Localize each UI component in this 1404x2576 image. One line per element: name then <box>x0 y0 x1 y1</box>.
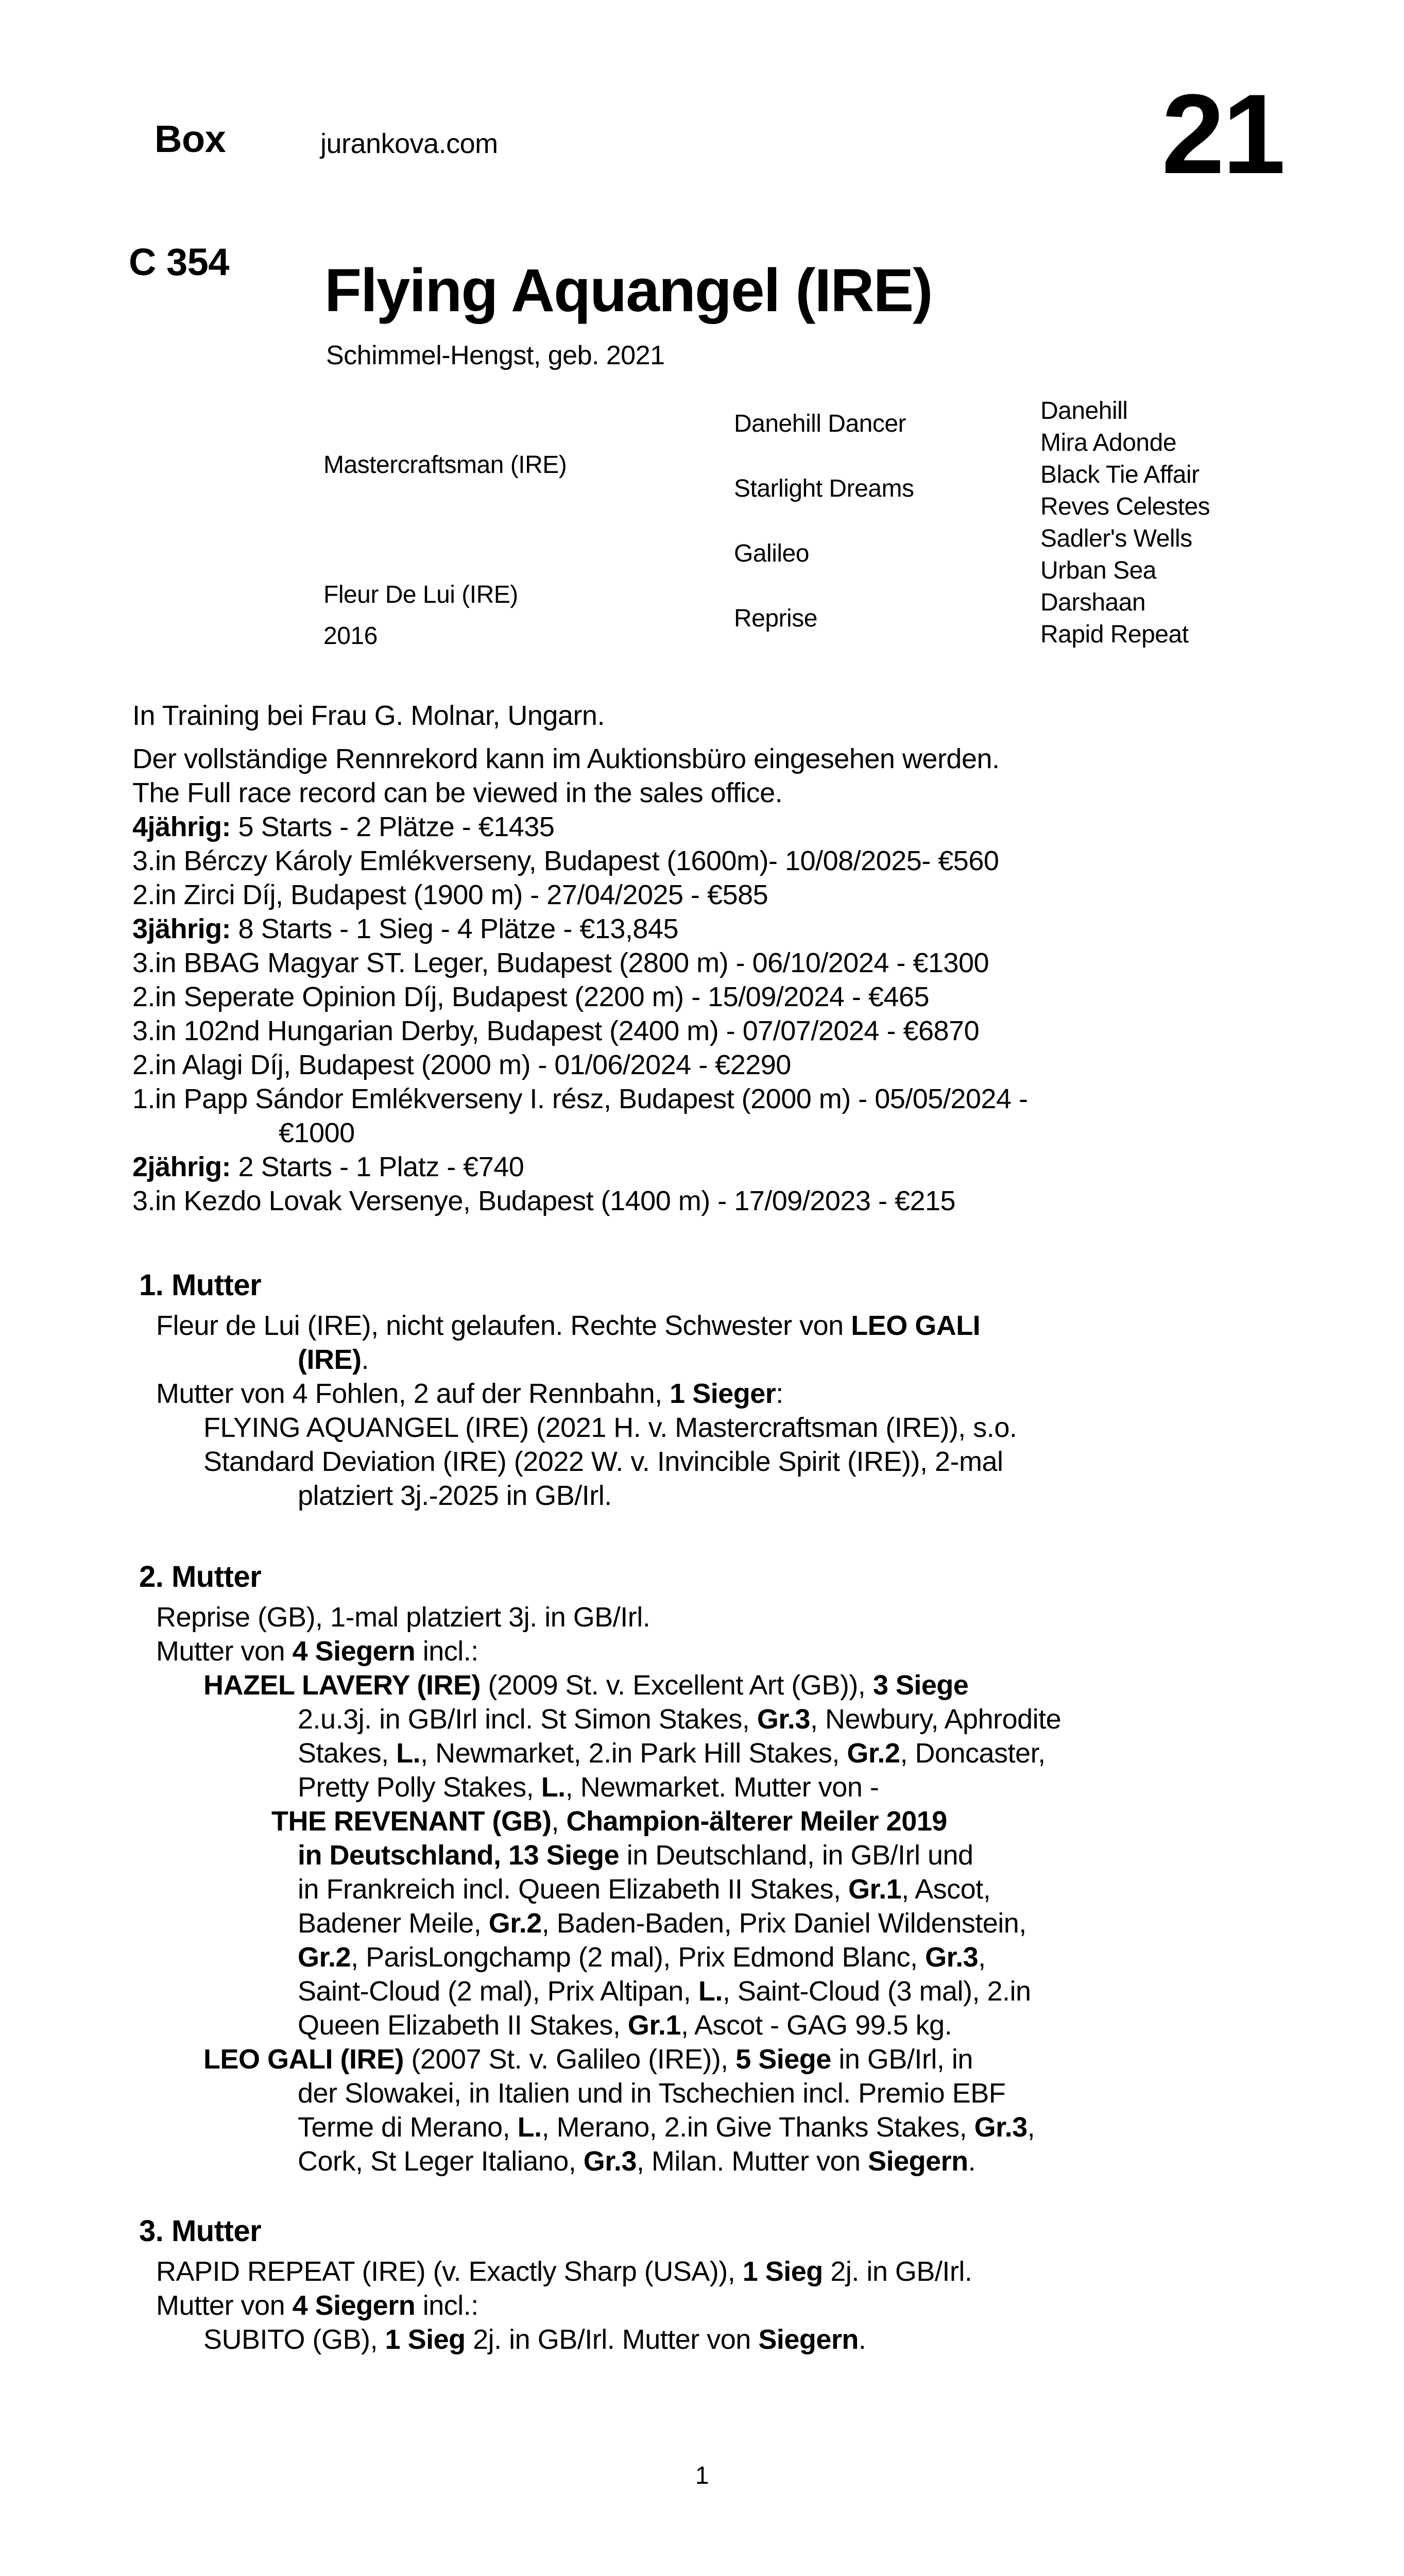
section-second-dam <box>139 1560 1344 2178</box>
plain-text: 2.in Seperate Opinion Díj, Budapest (2200 m) - 15/09/2024 - €465 <box>132 981 929 1012</box>
bold-text: Gr.2 <box>488 1908 542 1939</box>
bold-text: L. <box>517 2112 542 2143</box>
text-line <box>156 2144 1344 2178</box>
plain-text: 2.u.3j. in GB/Irl incl. St Simon Stakes, <box>298 1704 757 1735</box>
plain-text: 3.in Kezdo Lovak Versenye, Budapest (1400 m) - 17/09/2023 - €215 <box>132 1185 956 1216</box>
bold-text: in Deutschland, 13 Siege <box>298 1840 620 1871</box>
bold-text: 1 Sieg <box>385 2324 466 2355</box>
pedigree-parents-column <box>323 389 725 662</box>
pedigree-greatgrandparents-column <box>1040 395 1355 651</box>
plain-text: Terme di Merano, <box>298 2112 518 2143</box>
training-note: In Training bei Frau G. Molnar, Ungarn. <box>132 700 605 731</box>
plain-text: , Ascot, <box>901 1874 991 1905</box>
bold-text: 4 Siegern <box>292 2290 416 2321</box>
great-grandparent-name: Danehill <box>1040 397 1128 425</box>
bold-text: Gr.1 <box>627 2010 681 2041</box>
plain-text: , ParisLongchamp (2 mal), Prix Edmond Blanc, <box>351 1942 926 1973</box>
bold-text: 5 Siege <box>735 2044 831 2075</box>
bold-text: Siegern <box>758 2324 859 2355</box>
bold-text: L. <box>698 1976 723 2007</box>
great-grandparent-name: Darshaan <box>1040 589 1146 616</box>
plain-text: FLYING AQUANGEL (IRE) (2021 H. v. Mastercraftsman (IRE)), s.o. <box>203 1412 1017 1443</box>
grandparent-name: Reprise <box>734 605 817 632</box>
grandparent-name: Danehill Dancer <box>734 410 906 437</box>
plain-text: (2009 St. v. Excellent Art (GB)), <box>481 1670 873 1701</box>
great-grandparent-name: Black Tie Affair <box>1040 461 1200 488</box>
bold-text: 3jährig: <box>132 913 231 944</box>
plain-text: Mutter von 4 Fohlen, 2 auf der Rennbahn, <box>156 1378 670 1409</box>
text-line <box>132 776 1348 810</box>
text-line <box>156 1634 1344 1668</box>
great-grandparent-name: Reves Celestes <box>1040 493 1210 520</box>
text-line <box>156 1377 1344 1411</box>
text-line <box>156 1906 1344 1940</box>
text-line <box>156 1702 1344 1736</box>
text-line <box>156 1736 1344 1770</box>
text-line <box>132 1150 1348 1184</box>
text-line <box>156 2255 1344 2289</box>
plain-text: 2j. in GB/Irl. <box>823 2256 972 2287</box>
section-first-dam <box>139 1268 1344 1513</box>
bold-text: L. <box>396 1738 421 1769</box>
plain-text: , Milan. Mutter von <box>636 2146 868 2177</box>
bold-text: Siegern <box>868 2146 968 2177</box>
text-line <box>156 2042 1344 2076</box>
text-line <box>156 1600 1344 1634</box>
bold-text: 1 Sieger <box>670 1378 776 1409</box>
plain-text: 1.in Papp Sándor Emlékverseny I. rész, Budapest (2000 m) - 05/05/2024 - <box>132 1083 1028 1114</box>
plain-text: Stakes, <box>298 1738 397 1769</box>
plain-text: . <box>858 2324 866 2355</box>
text-line <box>156 1668 1344 1702</box>
bold-text: LEO GALI (IRE) <box>203 2044 404 2075</box>
plain-text: incl.: <box>415 2290 478 2321</box>
text-line <box>132 1116 1348 1150</box>
plain-text: Mutter von <box>156 2290 293 2321</box>
plain-text: Queen Elizabeth II Stakes, <box>298 2010 628 2041</box>
plain-text: . <box>361 1344 369 1375</box>
text-line <box>156 1343 1344 1377</box>
bold-text: Gr.3 <box>583 2146 637 2177</box>
plain-text: in Frankreich incl. Queen Elizabeth II Stakes, <box>298 1874 849 1905</box>
text-line <box>156 1309 1344 1343</box>
grandparent-name: Galileo <box>734 540 809 567</box>
bold-text: LEO GALI <box>851 1310 981 1341</box>
page-number: 1 <box>695 2462 709 2489</box>
plain-text: . <box>968 2146 976 2177</box>
plain-text: Reprise (GB), 1-mal platziert 3j. in GB/Irl. <box>156 1602 650 1633</box>
plain-text: Cork, St Leger Italiano, <box>298 2146 584 2177</box>
plain-text: 2.in Alagi Díj, Budapest (2000 m) - 01/06/2024 - €2290 <box>132 1049 791 1080</box>
plain-text: 2j. in GB/Irl. Mutter von <box>465 2324 759 2355</box>
plain-text: 2 Starts - 1 Platz - €740 <box>231 1151 524 1182</box>
bold-text: 4 Siegern <box>292 1636 416 1667</box>
plain-text: 2.in Zirci Díj, Budapest (1900 m) - 27/04/2025 - €585 <box>132 879 768 910</box>
bold-text: Champion-älterer Meiler 2019 <box>566 1806 947 1837</box>
plain-text: , <box>551 1806 567 1837</box>
plain-text: RAPID REPEAT (IRE) (v. Exactly Sharp (USA)), <box>156 2256 743 2287</box>
bold-text: L. <box>541 1772 566 1803</box>
dam-name: Fleur De Lui (IRE) <box>323 581 518 608</box>
bold-text: Gr.2 <box>298 1942 351 1973</box>
plain-text: The Full race record can be viewed in the sales office. <box>132 777 783 808</box>
box-label: Box <box>155 117 226 160</box>
great-grandparent-name: Mira Adonde <box>1040 429 1177 456</box>
pedigree-grandparents-column <box>734 410 1033 669</box>
plain-text: , Ascot - GAG 99.5 kg. <box>680 2010 952 2041</box>
pedigree-table <box>323 389 1354 662</box>
text-line <box>132 742 1348 776</box>
plain-text: Pretty Polly Stakes, <box>298 1772 541 1803</box>
section-heading: 3. Mutter <box>139 2214 262 2248</box>
text-line <box>156 1411 1344 1445</box>
bold-text: Gr.3 <box>974 2112 1028 2143</box>
section-heading: 2. Mutter <box>139 1560 262 1594</box>
text-line <box>132 844 1348 878</box>
text-line <box>132 912 1348 946</box>
plain-text: Saint-Cloud (2 mal), Prix Altipan, <box>298 1976 698 2007</box>
text-line <box>156 1940 1344 1974</box>
text-line <box>132 1014 1348 1048</box>
bold-text: Gr.1 <box>848 1874 902 1905</box>
plain-text: in GB/Irl, in <box>831 2044 973 2075</box>
plain-text: 3.in 102nd Hungarian Derby, Budapest (2400 m) - 07/07/2024 - €6870 <box>132 1015 980 1046</box>
plain-text: , Newmarket, 2.in Park Hill Stakes, <box>420 1738 847 1769</box>
bold-text: THE REVENANT (GB) <box>271 1806 552 1837</box>
text-line <box>156 1804 1344 1838</box>
section-body <box>156 1309 1344 1513</box>
plain-text: incl.: <box>415 1636 478 1667</box>
plain-text: Standard Deviation (IRE) (2022 W. v. Invincible Spirit (IRE)), 2-mal <box>203 1446 1003 1477</box>
horse-description: Schimmel-Hengst, geb. 2021 <box>326 341 665 370</box>
plain-text: (2007 St. v. Galileo (IRE)), <box>403 2044 736 2075</box>
text-line <box>156 2289 1344 2323</box>
section-body <box>156 2255 1344 2357</box>
text-line <box>156 2110 1344 2144</box>
text-line <box>156 1445 1344 1479</box>
great-grandparent-name: Urban Sea <box>1040 557 1156 584</box>
plain-text: , Merano, 2.in Give Thanks Stakes, <box>541 2112 974 2143</box>
text-line <box>132 946 1348 980</box>
section-body <box>156 1600 1344 2178</box>
plain-text: SUBITO (GB), <box>203 2324 385 2355</box>
sire-name: Mastercraftsman (IRE) <box>323 451 567 479</box>
text-line <box>132 810 1348 844</box>
lot-number: 21 <box>1161 71 1283 197</box>
section-third-dam <box>139 2214 1344 2357</box>
text-line <box>156 1770 1344 1804</box>
plain-text: Fleur de Lui (IRE), nicht gelaufen. Rechte Schwester von <box>156 1310 851 1341</box>
plain-text: , <box>1027 2112 1035 2143</box>
bold-text: 1 Sieg <box>742 2256 823 2287</box>
bold-text: 2jährig: <box>132 1151 231 1182</box>
plain-text: , <box>978 1942 986 1973</box>
plain-text: Badener Meile, <box>298 1908 489 1939</box>
plain-text: 8 Starts - 1 Sieg - 4 Plätze - €13,845 <box>231 913 679 944</box>
text-line <box>156 2323 1344 2357</box>
bold-text: Gr.2 <box>847 1738 900 1769</box>
great-grandparent-name: Sadler's Wells <box>1040 525 1192 552</box>
bold-text: HAZEL LAVERY (IRE) <box>203 1670 481 1701</box>
website-text: jurankova.com <box>320 128 498 159</box>
plain-text: Der vollständige Rennrekord kann im Auktionsbüro eingesehen werden. <box>132 743 1000 774</box>
plain-text: Mutter von <box>156 1636 293 1667</box>
text-line <box>156 2076 1344 2110</box>
plain-text: , Saint-Cloud (3 mal), 2.in <box>722 1976 1031 2007</box>
plain-text: in Deutschland, in GB/Irl und <box>619 1840 973 1871</box>
great-grandparent-name: Rapid Repeat <box>1040 621 1189 648</box>
text-line <box>156 2008 1344 2042</box>
text-line <box>132 1184 1348 1218</box>
text-line <box>156 1838 1344 1872</box>
plain-text: , Doncaster, <box>900 1738 1046 1769</box>
text-line <box>156 1479 1344 1513</box>
plain-text: , Baden-Baden, Prix Daniel Wildenstein, <box>541 1908 1026 1939</box>
bold-text: Gr.3 <box>925 1942 979 1973</box>
dam-year: 2016 <box>323 622 378 650</box>
bold-text: (IRE) <box>298 1344 362 1375</box>
plain-text: platziert 3j.-2025 in GB/Irl. <box>298 1480 612 1511</box>
text-line <box>132 1082 1348 1116</box>
text-line <box>132 878 1348 912</box>
plain-text: 3.in BBAG Magyar ST. Leger, Budapest (2800 m) - 06/10/2024 - €1300 <box>132 947 989 978</box>
plain-text: der Slowakei, in Italien und in Tschechien incl. Premio EBF <box>298 2078 1006 2109</box>
section-heading: 1. Mutter <box>139 1268 262 1302</box>
race-record <box>132 742 1348 1218</box>
plain-text: €1000 <box>279 1117 355 1148</box>
text-line <box>156 1974 1344 2008</box>
bold-text: Gr.3 <box>757 1704 810 1735</box>
box-number: C 354 <box>129 241 229 283</box>
text-line <box>132 980 1348 1014</box>
text-line <box>132 1048 1348 1082</box>
plain-text: , Newmarket. Mutter von - <box>565 1772 879 1803</box>
grandparent-name: Starlight Dreams <box>734 475 914 502</box>
text-line <box>156 1872 1344 1906</box>
plain-text: , Newbury, Aphrodite <box>810 1704 1061 1735</box>
bold-text: 4jährig: <box>132 811 231 842</box>
bold-text: 3 Siege <box>872 1670 969 1701</box>
plain-text: : <box>776 1378 783 1409</box>
plain-text: 3.in Bérczy Károly Emlékverseny, Budapest (1600m)- 10/08/2025- €560 <box>132 845 999 876</box>
plain-text: 5 Starts - 2 Plätze - €1435 <box>231 811 555 842</box>
page-title: Flying Aquangel (IRE) <box>324 257 932 325</box>
